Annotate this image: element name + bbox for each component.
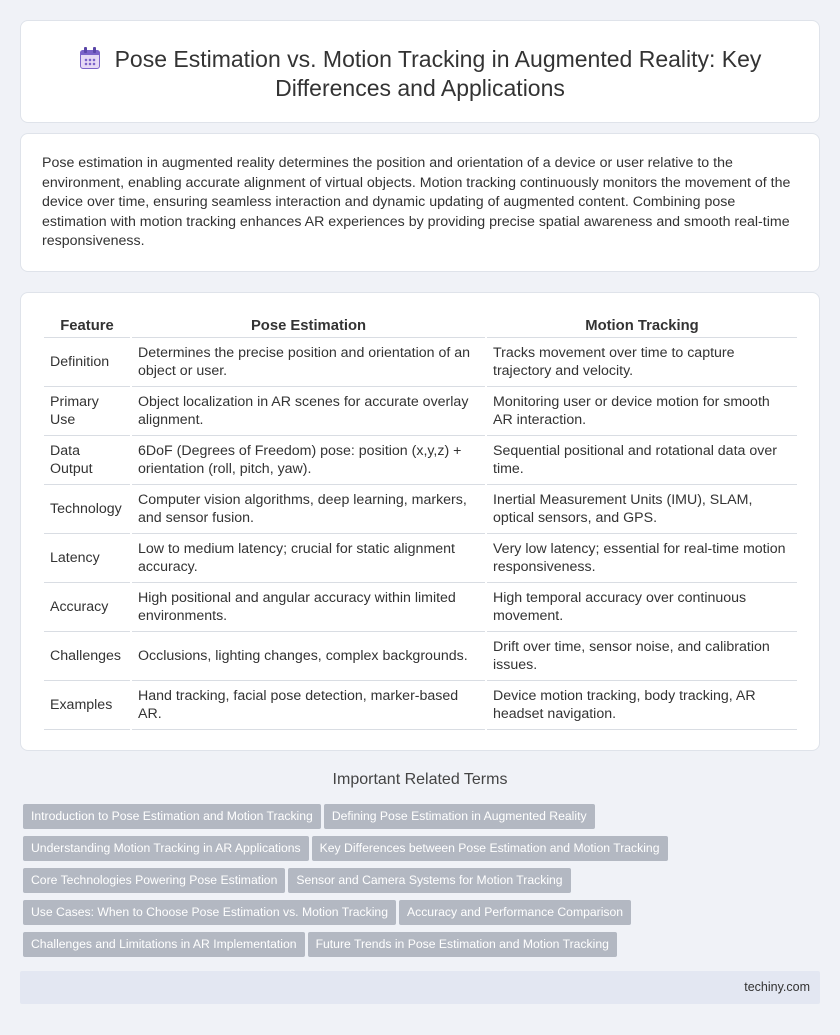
motion-tracking-cell: Sequential positional and rotational data over time. [487, 436, 797, 485]
feature-cell: Accuracy [44, 583, 130, 632]
motion-tracking-cell: Monitoring user or device motion for smooth AR interaction. [487, 387, 797, 436]
tag-row [23, 836, 823, 868]
pose-estimation-cell: Computer vision algorithms, deep learning, markers, and sensor fusion. [132, 485, 485, 534]
related-term-tag[interactable]: Understanding Motion Tracking in AR Applications [23, 836, 309, 861]
related-term-tag[interactable]: Core Technologies Powering Pose Estimation [23, 868, 285, 893]
tag-row [23, 804, 823, 836]
footer-site-link[interactable]: techiny.com [744, 980, 810, 994]
intro-card [20, 133, 820, 272]
pose-estimation-cell: Occlusions, lighting changes, complex backgrounds. [132, 632, 485, 681]
motion-tracking-cell: Very low latency; essential for real-time motion responsiveness. [487, 534, 797, 583]
feature-cell: Technology [44, 485, 130, 534]
feature-cell: Latency [44, 534, 130, 583]
tag-row [23, 868, 823, 900]
motion-tracking-cell: High temporal accuracy over continuous movement. [487, 583, 797, 632]
table-row [44, 338, 797, 387]
related-term-tag[interactable]: Sensor and Camera Systems for Motion Tracking [288, 868, 570, 893]
table-row [44, 681, 797, 730]
header-pose-estimation: Pose Estimation [132, 315, 485, 338]
pose-estimation-cell: Object localization in AR scenes for accurate overlay alignment. [132, 387, 485, 436]
related-term-tag[interactable]: Future Trends in Pose Estimation and Motion Tracking [308, 932, 617, 957]
calendar-icon [79, 47, 101, 69]
header-feature: Feature [44, 315, 130, 338]
motion-tracking-cell: Inertial Measurement Units (IMU), SLAM, optical sensors, and GPS. [487, 485, 797, 534]
feature-cell: Primary Use [44, 387, 130, 436]
feature-cell: Examples [44, 681, 130, 730]
feature-cell: Definition [44, 338, 130, 387]
pose-estimation-cell: 6DoF (Degrees of Freedom) pose: position (x,y,z) + orientation (roll, pitch, yaw). [132, 436, 485, 485]
table-row [44, 387, 797, 436]
related-term-tag[interactable]: Defining Pose Estimation in Augmented Reality [324, 804, 595, 829]
comparison-table [42, 315, 799, 730]
footer-bar [20, 971, 820, 1004]
table-row [44, 485, 797, 534]
intro-paragraph: Pose estimation in augmented reality determines the position and orientation of a device or user relative to the environment, enabling accurate alignment of virtual objects. Motion tracking continuously monitors the movement of the device over time, ensuring seamless interaction and dynamic updating of augmented content. Combining pose estimation with motion tracking enhances AR experiences by providing precise spatial awareness and smooth real-time responsiveness. [42, 155, 791, 249]
table-header-row [44, 315, 797, 338]
comparison-card [20, 292, 820, 751]
related-term-tag[interactable]: Introduction to Pose Estimation and Motion Tracking [23, 804, 321, 829]
related-term-tag[interactable]: Challenges and Limitations in AR Implementation [23, 932, 305, 957]
related-terms-heading: Important Related Terms [332, 771, 508, 788]
feature-cell: Data Output [44, 436, 130, 485]
related-terms-list [23, 804, 823, 964]
motion-tracking-cell: Device motion tracking, body tracking, AR headset navigation. [487, 681, 797, 730]
related-term-tag[interactable]: Use Cases: When to Choose Pose Estimation vs. Motion Tracking [23, 900, 396, 925]
title-card [20, 20, 820, 123]
pose-estimation-cell: Determines the precise position and orientation of an object or user. [132, 338, 485, 387]
tag-row [23, 900, 823, 932]
table-row [44, 583, 797, 632]
header-motion-tracking: Motion Tracking [487, 315, 797, 338]
pose-estimation-cell: Hand tracking, facial pose detection, marker-based AR. [132, 681, 485, 730]
feature-cell: Challenges [44, 632, 130, 681]
table-row [44, 632, 797, 681]
page-title: Pose Estimation vs. Motion Tracking in Augmented Reality: Key Differences and Applications [114, 46, 762, 101]
page-title-block [21, 45, 819, 103]
related-term-tag[interactable]: Key Differences between Pose Estimation and Motion Tracking [312, 836, 668, 861]
pose-estimation-cell: High positional and angular accuracy within limited environments. [132, 583, 485, 632]
motion-tracking-cell: Tracks movement over time to capture trajectory and velocity. [487, 338, 797, 387]
pose-estimation-cell: Low to medium latency; crucial for static alignment accuracy. [132, 534, 485, 583]
motion-tracking-cell: Drift over time, sensor noise, and calibration issues. [487, 632, 797, 681]
table-row [44, 534, 797, 583]
table-row [44, 436, 797, 485]
tag-row [23, 932, 823, 964]
related-term-tag[interactable]: Accuracy and Performance Comparison [399, 900, 631, 925]
